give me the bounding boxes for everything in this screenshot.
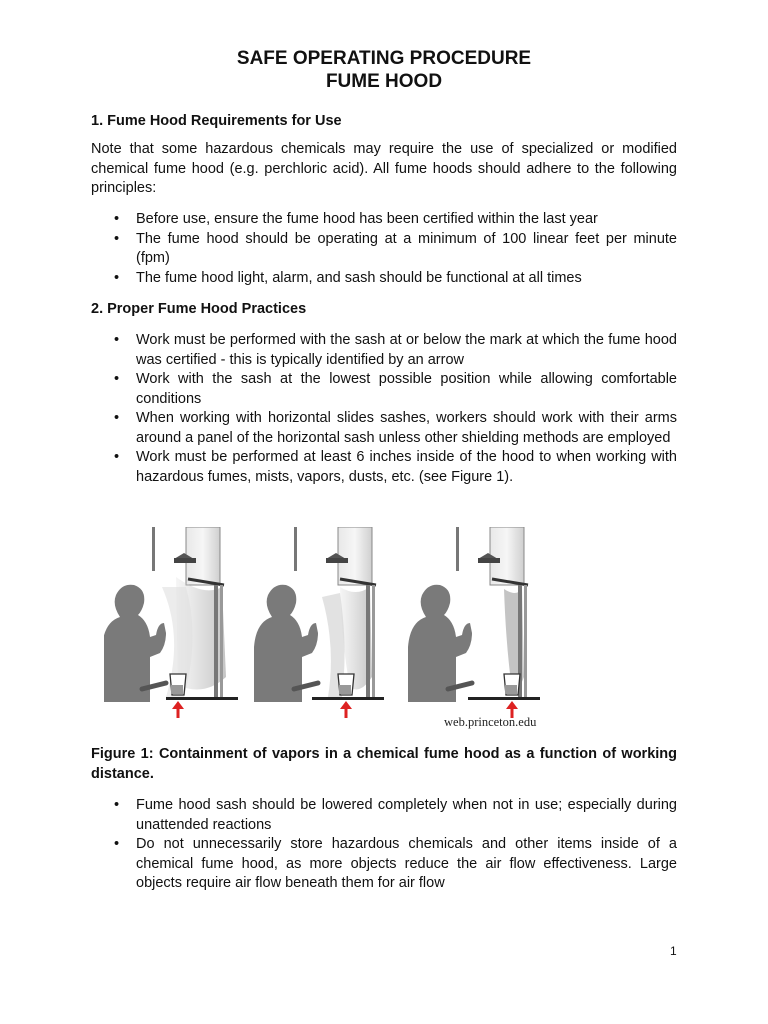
- bullet-icon: •: [114, 332, 120, 348]
- hood-panel-3: [408, 527, 540, 718]
- section-3-bullet-list: [91, 796, 677, 894]
- hood-panel-2: [254, 527, 384, 718]
- bullet-icon: •: [114, 269, 120, 286]
- section-1-intro: Note that some hazardous chemicals may require the use of specialized or modified chemical fume hood (e.g. perchloric acid). All fume hoods should adhere to the following principles:: [91, 141, 677, 196]
- bullet-icon: •: [114, 211, 120, 227]
- list-item: • Do not unnecessarily store hazardous chemicals and other items inside of a chemical fume hood, as more objects reduce the air flow effectiveness. Large objects require air flow beneath them for air flow: [114, 836, 677, 891]
- figure-caption: Figure 1: Containment of vapors in a chemical fume hood as a function of working distance.: [91, 746, 677, 782]
- bullet-icon: •: [114, 371, 120, 387]
- document-title: SAFE OPERATING PROCEDURE: [236, 48, 532, 69]
- section-1-bullet-list: [91, 210, 677, 288]
- figure-credit: web.princeton.edu: [444, 715, 537, 729]
- section-1-heading: 1. Fume Hood Requirements for Use: [91, 113, 342, 129]
- hood-panel-1: [104, 527, 238, 718]
- list-item: • Work must be performed at least 6 inches inside of the hood to when working with hazardous fumes, mists, vapors, dusts, etc. (see Figure 1).: [114, 449, 677, 485]
- page-number: 1: [670, 944, 677, 958]
- fume-hood-figure: [104, 527, 550, 733]
- list-item: • Fume hood sash should be lowered completely when not in use; especially during unattended reactions: [114, 797, 677, 833]
- bullet-icon: •: [114, 449, 120, 465]
- list-item: • The fume hood light, alarm, and sash should be functional at all times: [91, 269, 677, 289]
- list-item: • The fume hood should be operating at a minimum of 100 linear feet per minute (fpm): [114, 230, 677, 266]
- list-item: • When working with horizontal slides sashes, workers should work with their arms around a panel of the horizontal sash unless other shielding methods are employed: [114, 410, 677, 446]
- list-item: • Work must be performed with the sash at or below the mark at which the fume hood was certified - this is typically identified by an arrow: [114, 332, 677, 368]
- bullet-icon: •: [114, 410, 120, 426]
- bullet-icon: •: [114, 797, 120, 813]
- section-2-bullet-list: [91, 331, 677, 487]
- section-2-heading: 2. Proper Fume Hood Practices: [91, 301, 307, 317]
- list-item: • Before use, ensure the fume hood has been certified within the last year: [91, 210, 677, 230]
- bullet-icon: •: [114, 230, 120, 247]
- bullet-icon: •: [114, 836, 120, 852]
- list-item: • Work with the sash at the lowest possible position while allowing comfortable conditions: [114, 371, 677, 407]
- document-subtitle: FUME HOOD: [325, 71, 443, 92]
